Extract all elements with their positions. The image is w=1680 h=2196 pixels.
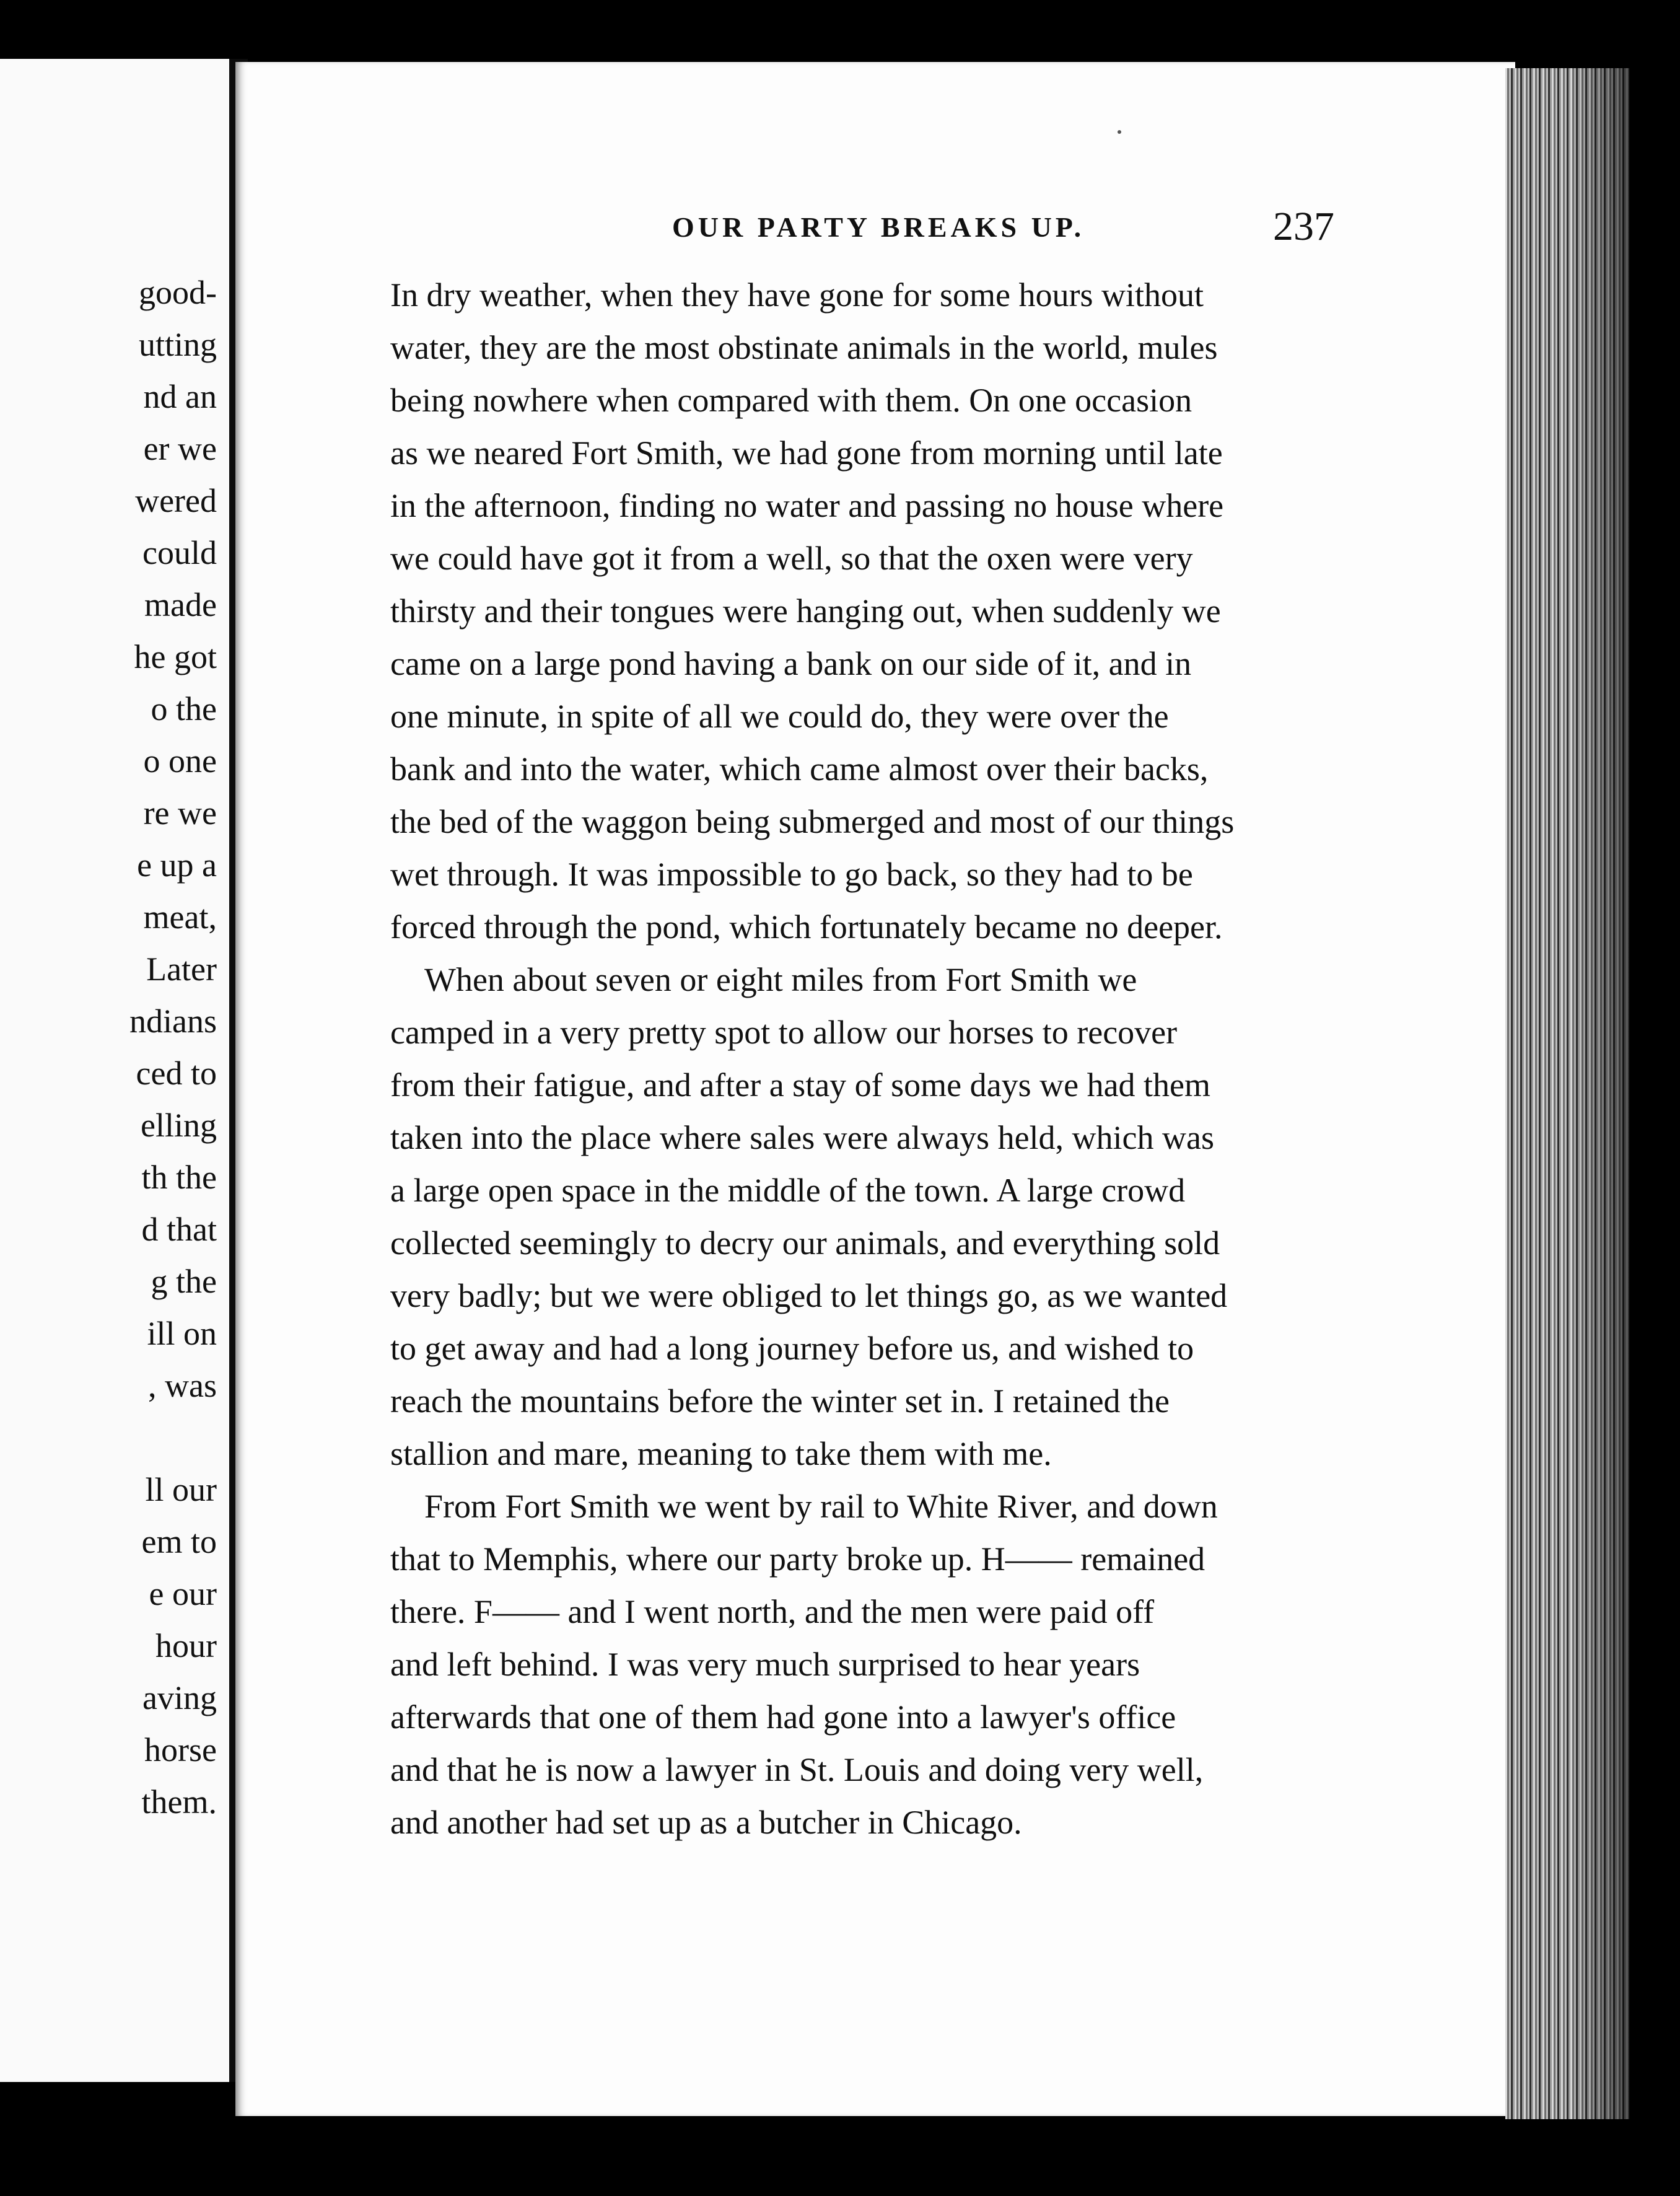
body-line: stallion and mare, meaning to take them with me. bbox=[390, 1435, 1052, 1472]
body-line: forced through the pond, which fortunately became no deeper. bbox=[390, 908, 1223, 946]
body-line: being nowhere when compared with them. On one occasion bbox=[390, 382, 1192, 419]
page-edge-shadow bbox=[1573, 68, 1629, 2119]
left-line: o the bbox=[151, 690, 217, 727]
body-line: From Fort Smith we went by rail to White River, and down bbox=[424, 1488, 1218, 1525]
left-line: d that bbox=[141, 1211, 217, 1248]
left-line: th the bbox=[141, 1159, 217, 1196]
body-line: water, they are the most obstinate animals in the world, mules bbox=[390, 329, 1218, 366]
left-line: , was bbox=[148, 1367, 217, 1404]
body-line: In dry weather, when they have gone for some hours without bbox=[390, 276, 1204, 314]
body-line: When about seven or eight miles from Fort Smith we bbox=[424, 961, 1137, 998]
body-line: a large open space in the middle of the town. A large crowd bbox=[390, 1172, 1186, 1209]
left-line: nd an bbox=[143, 378, 217, 415]
left-line: elling bbox=[141, 1107, 217, 1144]
body-line: reach the mountains before the winter set in. I retained the bbox=[390, 1382, 1170, 1420]
body-line: bank and into the water, which came almost over their backs, bbox=[390, 750, 1209, 788]
body-line: we could have got it from a well, so that the oxen were very bbox=[390, 540, 1193, 577]
left-line: meat, bbox=[143, 898, 217, 936]
left-line: aving bbox=[142, 1679, 217, 1716]
left-line: ced to bbox=[136, 1055, 217, 1092]
left-line: e our bbox=[149, 1575, 217, 1612]
left-line: utting bbox=[138, 326, 217, 363]
page-number: 237 bbox=[1273, 204, 1334, 249]
body-line: from their fatigue, and after a stay of some days we had them bbox=[390, 1066, 1211, 1104]
left-line: ll our bbox=[145, 1471, 217, 1508]
body-line: and another had set up as a butcher in Chicago. bbox=[390, 1804, 1022, 1841]
body-line: and left behind. I was very much surprised to hear years bbox=[390, 1646, 1140, 1683]
left-line: e up a bbox=[137, 846, 217, 884]
left-line: em to bbox=[141, 1523, 217, 1560]
left-line: could bbox=[142, 534, 217, 571]
body-line: as we neared Fort Smith, we had gone from morning until late bbox=[390, 434, 1223, 472]
left-line: re we bbox=[143, 794, 217, 832]
left-line: g the bbox=[151, 1263, 217, 1300]
left-line: ill on bbox=[147, 1315, 217, 1352]
body-line: one minute, in spite of all we could do, they were over the bbox=[390, 698, 1169, 735]
left-line: hour bbox=[155, 1627, 217, 1664]
body-line: and that he is now a lawyer in St. Louis and doing very well, bbox=[390, 1751, 1204, 1788]
left-line: horse bbox=[144, 1731, 217, 1768]
body-line: camped in a very pretty spot to allow our horses to recover bbox=[390, 1014, 1178, 1051]
speck bbox=[1118, 130, 1121, 134]
left-line: he got bbox=[134, 638, 217, 675]
left-line: them. bbox=[141, 1783, 217, 1820]
body-line: collected seemingly to decry our animals, and everything sold bbox=[390, 1224, 1220, 1262]
left-line: good- bbox=[139, 274, 217, 311]
body-line: thirsty and their tongues were hanging out, when suddenly we bbox=[390, 592, 1221, 630]
body-line: to get away and had a long journey before us, and wished to bbox=[390, 1330, 1194, 1367]
body-line: the bed of the waggon being submerged and most of our things bbox=[390, 803, 1235, 840]
running-head: OUR PARTY BREAKS UP. bbox=[672, 211, 1085, 243]
left-page bbox=[0, 59, 233, 2082]
body-line: there. F—— and I went north, and the men were paid off bbox=[390, 1593, 1155, 1630]
left-line: ndians bbox=[129, 1003, 217, 1040]
left-line: er we bbox=[143, 430, 217, 467]
left-line: o one bbox=[143, 742, 217, 780]
body-line: wet through. It was impossible to go back, so they had to be bbox=[390, 856, 1193, 893]
body-line: in the afternoon, finding no water and passing no house where bbox=[390, 487, 1224, 524]
body-line: afterwards that one of them had gone into a lawyer's office bbox=[390, 1698, 1176, 1736]
left-line: Later bbox=[146, 951, 217, 988]
left-line: wered bbox=[135, 482, 217, 519]
left-line: made bbox=[144, 586, 217, 623]
body-line: taken into the place where sales were always held, which was bbox=[390, 1119, 1214, 1156]
body-line: very badly; but we were obliged to let things go, as we wanted bbox=[390, 1277, 1228, 1314]
body-line: that to Memphis, where our party broke up. H—— remained bbox=[390, 1540, 1205, 1578]
body-line: came on a large pond having a bank on our side of it, and in bbox=[390, 645, 1192, 682]
